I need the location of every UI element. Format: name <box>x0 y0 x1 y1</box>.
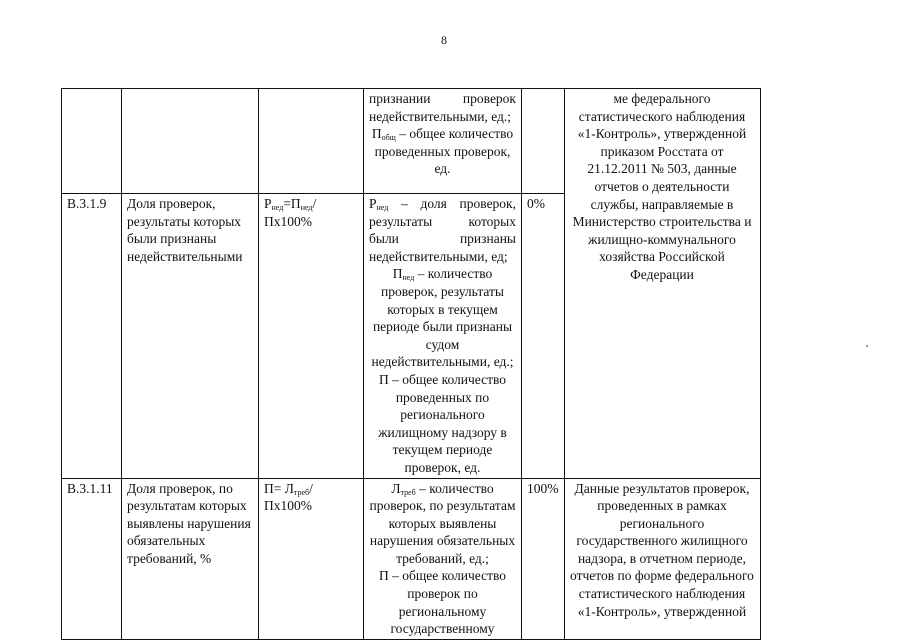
page-number: 8 <box>441 33 447 47</box>
data-source-cell <box>564 478 760 639</box>
definition-text: $Л_{треб}$ – количество проверок, по результатам которых выявлены нарушения обязательных требований, ед.; <box>369 480 516 566</box>
definition-text: $Р_{нед}$ – доля проверок, результаты которых были признаны недействительными, ед; <box>369 196 516 264</box>
table-row <box>62 89 761 194</box>
definition-text: признании проверок недействительными, ед.; <box>369 91 516 124</box>
indicator-table <box>61 88 761 640</box>
formula-cell: $П= Л_{треб}/Пх100\%$ <box>259 478 364 639</box>
data-source-text: Данные результатов проверок, проведенных в рамках регионального государственного жилищного надзора, в отчетном периоде, отчетов по форме федерального статистического наблюдения «1-Контроль», утвержденной <box>570 480 754 619</box>
indicator-code-cell: В.3.1.9 <box>62 194 122 479</box>
data-source-text: ме федерального статистического наблюдения «1-Контроль», утвержденной приказом Росстата от 21.12.2011 № 503, данные отчетов о деятельности службы, направляемые в Министерство строительства и жилищно-коммунального хозяйства Российской Федерации <box>572 91 752 282</box>
definition-text: $П_{нед}$ – количество проверок, результаты которых в текущем периоде были признаны судом недействительными, ед.; <box>371 266 514 370</box>
target-value-cell: 100% <box>522 478 565 639</box>
indicator-name-cell: Доля проверок, по результатам которых выявлены нарушения обязательных требований, % <box>122 478 259 639</box>
formula-cell <box>259 89 364 194</box>
target-value-cell <box>522 89 565 194</box>
indicator-name-cell <box>122 89 259 194</box>
formula-cell: $Р_{нед}=П_{нед}/Пх100\%$ <box>259 194 364 479</box>
indicator-name-cell: Доля проверок, результаты которых были признаны недействительными <box>122 194 259 479</box>
table-row <box>62 478 761 639</box>
definitions-cell <box>364 194 522 479</box>
indicator-code-cell: В.3.1.11 <box>62 478 122 639</box>
definition-text: П – общее количество проверок по региональному государственному <box>378 568 507 637</box>
definitions-cell <box>364 478 522 639</box>
target-value-cell: 0% <box>522 194 565 479</box>
definitions-cell <box>364 89 522 194</box>
data-source-cell <box>564 89 760 479</box>
indicator-code-cell <box>62 89 122 194</box>
definition-text: $П_{общ}$ – общее количество проведенных проверок, ед. <box>371 126 514 177</box>
definition-text: П – общее количество проведенных по регионального жилищному надзору в текущем периоде проверок, ед. <box>378 371 507 475</box>
scan-speck <box>866 345 868 347</box>
